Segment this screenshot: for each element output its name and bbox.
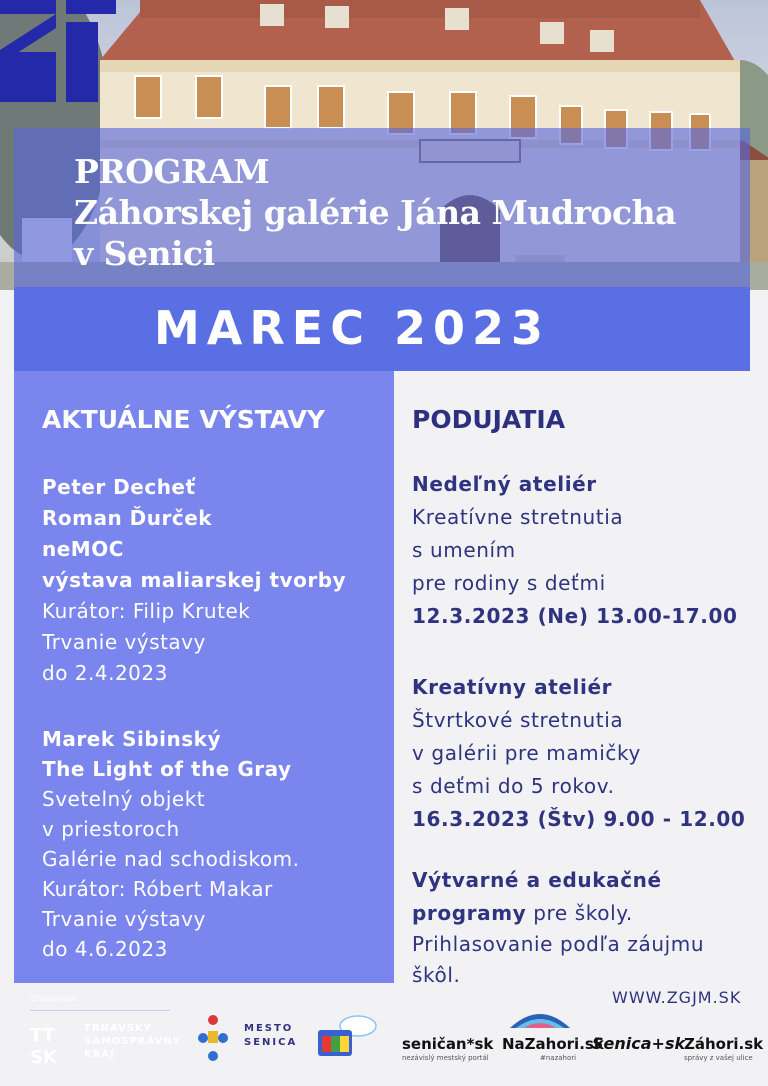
mesto-line-2: SENICA — [244, 1037, 298, 1048]
sponsor-nazahori[interactable] — [502, 1034, 604, 1062]
sponsor-senican[interactable] — [402, 1034, 493, 1062]
nazahori-wave-icon — [508, 1006, 572, 1030]
ev3-title: Výtvarné a edukačné — [412, 868, 662, 892]
ev1-line3: pre rodiny s deťmi — [412, 571, 606, 595]
mesto-senica-logo-icon — [195, 1012, 247, 1064]
mesto-senica-name — [244, 1022, 297, 1050]
sponsor-zahori-name: Záhori.sk — [684, 1035, 764, 1053]
ex1-curator: Kurátor: Filip Krutek — [42, 599, 251, 623]
zgjm-logo-icon — [0, 0, 116, 102]
ex2-duration: do 4.6.2023 — [42, 937, 168, 961]
ev1-line1: Kreatívne stretnutia — [412, 505, 624, 529]
ex1-duration-label: Trvanie výstavy — [42, 630, 206, 654]
mesto-line-1: MESTO — [244, 1023, 294, 1034]
sponsor-nazahori-name: NaZahori.sk — [502, 1035, 604, 1053]
founder-divider — [30, 1010, 170, 1011]
title-line-2: Záhorskej galérie Jána Mudrocha — [74, 193, 676, 232]
ev3-line1: Prihlasovanie podľa záujmu — [412, 932, 705, 956]
sponsor-senican-sub: nezávislý mestský portál — [402, 1054, 489, 1062]
ex2-curator: Kurátor: Róbert Makar — [42, 877, 273, 901]
hero-photo — [0, 0, 768, 290]
ttsk-line-2: SAMOSPRÁVNY — [84, 1036, 182, 1047]
ex1-subtitle: výstava maliarskej tvorby — [42, 568, 347, 592]
ex2-desc3: Galérie nad schodiskom. — [42, 847, 300, 871]
ex2-desc1: Svetelný objekt — [42, 787, 206, 811]
tv-sen-logo-icon — [316, 1014, 378, 1058]
ex1-artist2: Roman Ďurček — [42, 506, 213, 530]
ev1-line2: s umením — [412, 538, 516, 562]
sponsor-zahori-sub: správy z vašej ulice — [684, 1054, 753, 1062]
sponsor-zahori[interactable] — [684, 1034, 763, 1062]
title-line-3: v Senici — [74, 234, 215, 273]
ex1-duration: do 2.4.2023 — [42, 661, 168, 685]
ev1-title: Nedeľný ateliér — [412, 472, 597, 496]
sponsor-senica-name: Senica+sk — [592, 1034, 686, 1053]
month-banner — [14, 287, 750, 371]
ev3-line2: škôl. — [412, 963, 461, 987]
sponsor-senican-name: seničan*sk — [402, 1035, 494, 1053]
svg-text:TT: TT — [30, 1025, 55, 1046]
ev3-programs: programy — [412, 901, 527, 925]
ev2-line1: Štvrtkové stretnutia — [412, 708, 624, 732]
ev3-title-line2 — [412, 901, 633, 925]
ev2-when: 16.3.2023 (Štv) 9.00 - 12.00 — [412, 807, 746, 831]
ttsk-name — [84, 1022, 181, 1061]
sponsor-senica[interactable] — [592, 1034, 685, 1053]
svg-text:SK: SK — [30, 1047, 57, 1066]
ev3-for-schools: pre školy. — [526, 901, 633, 925]
month-text: MAREC 2023 — [154, 301, 551, 355]
exhibitions-panel — [14, 371, 394, 983]
ex1-name: neMOC — [42, 537, 124, 561]
ex1-artist1: Peter Decheť — [42, 475, 196, 499]
ttsk-line-3: KRAJ — [84, 1049, 115, 1060]
founder-label: Zriaďovateľ: — [30, 994, 80, 1003]
ev2-line2: v galérii pre mamičky — [412, 741, 641, 765]
ex2-name: The Light of the Gray — [42, 757, 292, 781]
ex2-artist: Marek Sibinský — [42, 727, 222, 751]
ttsk-line-1: TRNAVSKÝ — [84, 1023, 152, 1034]
ev2-line3: s deťmi do 5 rokov. — [412, 774, 615, 798]
exhibitions-heading: AKTUÁLNE VÝSTAVY — [42, 405, 325, 434]
website-link[interactable]: WWW.ZGJM.SK — [612, 988, 742, 1007]
title-line-1: PROGRAM — [74, 152, 270, 191]
ex2-desc2: v priestoroch — [42, 817, 180, 841]
ev2-title: Kreatívny ateliér — [412, 675, 613, 699]
events-heading: PODUJATIA — [412, 405, 566, 434]
ex2-duration-label: Trvanie výstavy — [42, 907, 206, 931]
ev1-when: 12.3.2023 (Ne) 13.00-17.00 — [412, 604, 738, 628]
sponsor-nazahori-sub: #nazahori — [540, 1054, 577, 1062]
